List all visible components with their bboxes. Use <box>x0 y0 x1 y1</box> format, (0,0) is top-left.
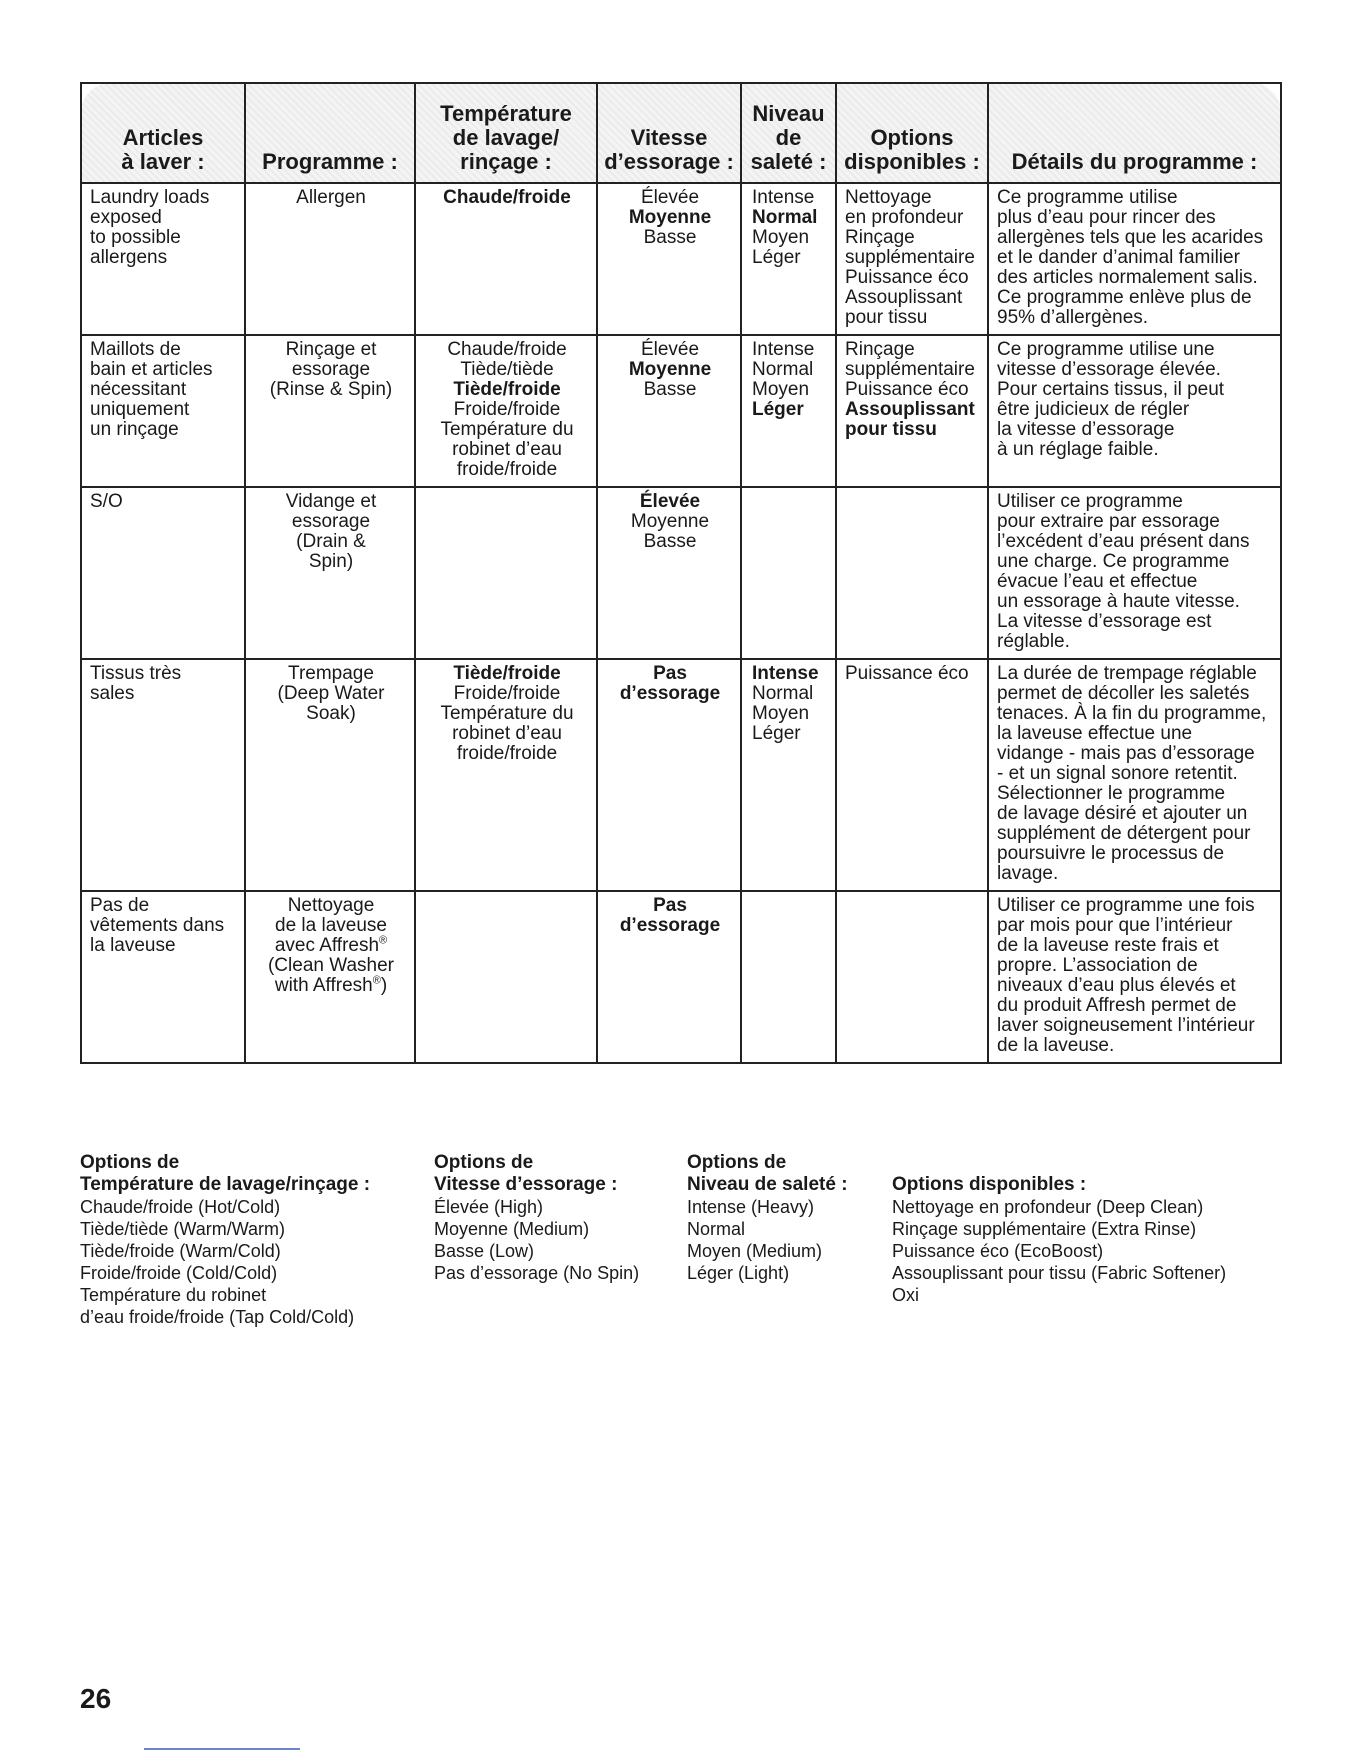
cell-temperature-line: Tiède/froide <box>453 663 561 684</box>
cell-articles-line: sales <box>90 683 135 704</box>
legend-vitesse-items <box>434 1196 639 1284</box>
legend-temperature <box>80 1152 370 1328</box>
cell-articles <box>81 487 245 659</box>
cell-temperature <box>415 659 597 891</box>
cell-articles-line: exposed <box>90 207 162 228</box>
cell-programme-line: essorage <box>291 511 371 532</box>
cell-programme <box>245 183 415 335</box>
cell-niveau-line: Normal <box>752 207 818 228</box>
cell-vitesse-line: Basse <box>643 379 697 400</box>
legend-niveau <box>687 1152 848 1284</box>
cell-options <box>836 487 988 659</box>
cell-details-line: supplément de détergent pour <box>997 823 1251 844</box>
table-row <box>81 335 1281 487</box>
cell-details-line: propre. L’association de <box>997 955 1198 976</box>
cell-programme <box>245 891 415 1063</box>
cell-details-line: Ce programme enlève plus de <box>997 287 1252 308</box>
cell-temperature-line: Froide/froide <box>453 399 561 420</box>
cell-details-line: La durée de trempage réglable <box>997 663 1257 684</box>
cell-programme-line: Rinçage et <box>285 339 377 360</box>
header-line: Options <box>870 125 954 150</box>
legend-options <box>892 1174 1226 1306</box>
cell-programme-line: Spin) <box>308 551 354 572</box>
cell-details <box>988 335 1281 487</box>
cell-details-line: de la laveuse reste frais et <box>997 935 1219 956</box>
cell-temperature <box>415 891 597 1063</box>
cell-programme <box>245 659 415 891</box>
legend-item: Moyenne (Medium) <box>434 1219 590 1239</box>
legend-heading-line: Température de lavage/rinçage : <box>80 1174 371 1195</box>
cell-vitesse <box>597 659 741 891</box>
legend-item: Léger (Light) <box>687 1263 790 1283</box>
footer-rule <box>144 1748 300 1750</box>
cell-options-line: Assouplissant <box>845 399 975 420</box>
cell-programme-line: avec Affresh® <box>274 934 388 956</box>
cell-vitesse-line: Moyenne <box>630 511 710 532</box>
cell-details-line: de la laveuse. <box>997 1035 1115 1056</box>
cell-temperature-line: robinet d’eau <box>452 439 562 460</box>
cell-articles-line: Maillots de <box>90 339 181 360</box>
cell-options-line: Puissance éco <box>845 379 969 400</box>
cell-articles-line: nécessitant <box>90 379 187 400</box>
cell-programme-line: (Clean Washer <box>267 955 394 976</box>
header-line: Articles <box>122 125 204 150</box>
cell-articles-line: uniquement <box>90 399 190 420</box>
cell-temperature-line: Chaude/froide <box>443 187 571 208</box>
cell-temperature-line: Tiède/froide <box>453 379 561 400</box>
table-header-row <box>81 83 1281 183</box>
cell-niveau-line: Moyen <box>752 227 810 248</box>
cell-details <box>988 183 1281 335</box>
legend-item: Puissance éco (EcoBoost) <box>892 1241 1104 1261</box>
cell-temperature-line: Tiède/tiède <box>460 359 554 380</box>
legend-options-items <box>892 1196 1226 1306</box>
cell-temperature-line: Température du <box>440 419 574 440</box>
cell-details-line: niveaux d’eau plus élevés et <box>997 975 1236 996</box>
cell-niveau <box>741 659 836 891</box>
header-vitesse <box>597 83 741 183</box>
cell-programme-line: Allergen <box>296 187 366 208</box>
cell-options-line: supplémentaire <box>845 247 975 268</box>
cell-vitesse-line: d’essorage <box>619 915 721 936</box>
cell-vitesse-line: Pas <box>653 663 687 684</box>
cell-temperature-line: Froide/froide <box>453 683 561 704</box>
cell-programme-line: Trempage <box>288 663 374 684</box>
cell-vitesse <box>597 487 741 659</box>
legend-item: Oxi <box>892 1285 919 1305</box>
cell-details-line: Sélectionner le programme <box>997 783 1226 804</box>
cell-niveau <box>741 335 836 487</box>
legend-vitesse-heading <box>434 1152 639 1196</box>
header-line: Température <box>440 101 572 126</box>
cell-details-line: vitesse d’essorage élevée. <box>997 359 1221 380</box>
cell-details-line: par mois pour que l’intérieur <box>997 915 1233 936</box>
cell-programme <box>245 487 415 659</box>
cell-articles-line: to possible <box>90 227 181 248</box>
legend-item: Chaude/froide (Hot/Cold) <box>80 1197 281 1217</box>
table-row <box>81 183 1281 335</box>
cell-details-line: allergènes tels que les acarides <box>997 227 1264 248</box>
cell-niveau-line: Moyen <box>752 703 810 724</box>
legend-heading-line: Options disponibles : <box>892 1174 1087 1195</box>
header-temperature <box>415 83 597 183</box>
header-articles <box>81 83 245 183</box>
legend-item: d’eau froide/froide (Tap Cold/Cold) <box>80 1307 355 1327</box>
cell-details-line: réglable. <box>997 631 1070 652</box>
cell-temperature <box>415 335 597 487</box>
cell-details-line: 95% d’allergènes. <box>997 307 1149 328</box>
cell-options <box>836 335 988 487</box>
cell-details-line: Utiliser ce programme <box>997 491 1183 512</box>
cell-details-line: Utiliser ce programme une fois <box>997 895 1255 916</box>
header-line: à laver : <box>121 149 205 174</box>
cell-details <box>988 659 1281 891</box>
cell-details-line: permet de décoller les saletés <box>997 683 1250 704</box>
legend-heading-line: Vitesse d’essorage : <box>434 1174 618 1195</box>
cell-details-line: vidange - mais pas d’essorage <box>997 743 1255 764</box>
cell-options-line: Puissance éco <box>845 663 969 684</box>
cell-programme-line: Nettoyage <box>287 895 375 916</box>
header-niveau <box>741 83 836 183</box>
cell-details-line: - et un signal sonore retentit. <box>997 763 1238 784</box>
legend-heading-line: Options de <box>80 1152 180 1173</box>
cell-details-line: évacue l’eau et effectue <box>997 571 1198 592</box>
legend-item: Moyen (Medium) <box>687 1241 823 1261</box>
header-line: d’essorage : <box>604 149 734 174</box>
cell-programme-line: essorage <box>291 359 371 380</box>
cell-details-line: plus d’eau pour rincer des <box>997 207 1216 228</box>
cell-articles-line: allergens <box>90 247 168 268</box>
table-body <box>81 183 1281 1063</box>
cell-details <box>988 487 1281 659</box>
cell-articles-line: Pas de <box>90 895 150 916</box>
cell-vitesse-line: Moyenne <box>628 359 712 380</box>
cell-vitesse-line: Moyenne <box>628 207 712 228</box>
header-line: disponibles : <box>844 149 980 174</box>
cell-vitesse-line: Pas <box>653 895 687 916</box>
cell-articles-line: vêtements dans <box>90 915 225 936</box>
cell-niveau-line: Léger <box>752 247 801 268</box>
legend-vitesse <box>434 1152 639 1284</box>
legend-heading-line: Niveau de saleté : <box>687 1174 848 1195</box>
cell-niveau-line: Léger <box>752 399 804 420</box>
legend-item: Rinçage supplémentaire (Extra Rinse) <box>892 1219 1197 1239</box>
cell-vitesse <box>597 335 741 487</box>
legend-niveau-items <box>687 1196 848 1284</box>
legend-temperature-items <box>80 1196 370 1328</box>
table-row <box>81 891 1281 1063</box>
cell-articles-line: la laveuse <box>90 935 176 956</box>
cell-articles <box>81 335 245 487</box>
cell-temperature <box>415 487 597 659</box>
cell-details-line: poursuivre le processus de <box>997 843 1225 864</box>
cell-vitesse <box>597 891 741 1063</box>
cell-articles <box>81 659 245 891</box>
cell-options-line: pour tissu <box>845 419 937 440</box>
cell-temperature-line: froide/froide <box>456 743 558 764</box>
cell-details-line: à un réglage faible. <box>997 439 1159 460</box>
cell-niveau-line: Normal <box>752 359 814 380</box>
cell-temperature-line: robinet d’eau <box>452 723 562 744</box>
cell-articles-line: S/O <box>90 491 123 512</box>
header-line: Niveau <box>752 101 825 126</box>
cell-vitesse-line: d’essorage <box>619 683 721 704</box>
cell-options-line: pour tissu <box>845 307 928 328</box>
cell-vitesse <box>597 183 741 335</box>
legend-item: Tiède/froide (Warm/Cold) <box>80 1241 281 1261</box>
legend-options-heading <box>892 1174 1226 1196</box>
header-line: saleté : <box>750 149 827 174</box>
cell-niveau <box>741 487 836 659</box>
cell-temperature-line: Température du <box>440 703 574 724</box>
legend-heading-line: Options de <box>434 1152 534 1173</box>
cell-niveau-line: Intense <box>752 663 819 684</box>
legend-item: Normal <box>687 1219 746 1239</box>
cell-details-line: la vitesse d’essorage <box>997 419 1175 440</box>
cell-vitesse-line: Élevée <box>640 339 700 360</box>
cell-articles-line: un rinçage <box>90 419 179 440</box>
cell-programme-line: (Rinse & Spin) <box>269 379 393 400</box>
header-line: de <box>775 125 802 150</box>
cell-programme <box>245 335 415 487</box>
cell-options-line: en profondeur <box>845 207 964 228</box>
cell-vitesse-line: Élevée <box>639 491 701 512</box>
cell-options <box>836 183 988 335</box>
page-number: 26 <box>80 1683 112 1714</box>
cell-options-line: Puissance éco <box>845 267 969 288</box>
cell-options <box>836 891 988 1063</box>
cell-options-line: Nettoyage <box>845 187 932 208</box>
cell-options-line: Rinçage <box>845 227 915 248</box>
cell-niveau-line: Moyen <box>752 379 810 400</box>
cell-options-line: Rinçage <box>845 339 915 360</box>
cell-programme-line: (Deep Water <box>277 683 385 704</box>
cell-details-line: l’excédent d’eau présent dans <box>997 531 1250 552</box>
table-row <box>81 659 1281 891</box>
cell-articles-line: bain et articles <box>90 359 213 380</box>
cell-details-line: pour extraire par essorage <box>997 511 1220 532</box>
header-line: Vitesse <box>630 125 708 150</box>
legend-temperature-heading <box>80 1152 370 1196</box>
cell-details-line: de lavage désiré et ajouter un <box>997 803 1248 824</box>
cell-niveau <box>741 183 836 335</box>
cell-niveau <box>741 891 836 1063</box>
header-line: rinçage : <box>460 149 552 174</box>
program-table <box>80 82 1282 1064</box>
cell-options <box>836 659 988 891</box>
header-line: Programme : <box>262 149 398 174</box>
cell-options-line: Assouplissant <box>845 287 963 308</box>
cell-niveau-line: Normal <box>752 683 814 704</box>
cell-programme-line: Vidange et <box>285 491 377 512</box>
cell-options-line: supplémentaire <box>845 359 975 380</box>
cell-programme-line: with Affresh®) <box>274 974 388 996</box>
cell-temperature <box>415 183 597 335</box>
cell-niveau-line: Intense <box>752 339 815 360</box>
cell-temperature-line: Chaude/froide <box>447 339 567 360</box>
cell-details-line: laver soigneusement l’intérieur <box>997 1015 1255 1036</box>
legend-item: Assouplissant pour tissu (Fabric Softener) <box>892 1263 1227 1283</box>
legend-item: Intense (Heavy) <box>687 1197 815 1217</box>
cell-vitesse-line: Basse <box>643 227 697 248</box>
header-programme <box>245 83 415 183</box>
cell-details-line: la laveuse effectue une <box>997 723 1193 744</box>
legend-niveau-heading <box>687 1152 848 1196</box>
cell-programme-line: de la laveuse <box>275 915 387 936</box>
cell-articles-line: Laundry loads <box>90 187 210 208</box>
cell-details-line: une charge. Ce programme <box>997 551 1230 572</box>
legend-item: Tiède/tiède (Warm/Warm) <box>80 1219 286 1239</box>
header-line: de lavage/ <box>452 125 560 150</box>
cell-temperature-line: froide/froide <box>456 459 558 480</box>
legend-item: Basse (Low) <box>434 1241 535 1261</box>
cell-details <box>988 891 1281 1063</box>
legend-item: Nettoyage en profondeur (Deep Clean) <box>892 1197 1204 1217</box>
header-options <box>836 83 988 183</box>
cell-details-line: des articles normalement salis. <box>997 267 1258 288</box>
legend-item: Élevée (High) <box>434 1197 544 1217</box>
cell-details-line: Pour certains tissus, il peut <box>997 379 1225 400</box>
cell-niveau-line: Intense <box>752 187 815 208</box>
cell-vitesse-line: Élevée <box>640 187 700 208</box>
cell-details-line: Ce programme utilise <box>997 187 1178 208</box>
table-row <box>81 487 1281 659</box>
cell-programme-line: Soak) <box>306 703 356 724</box>
cell-details-line: lavage. <box>997 863 1059 884</box>
cell-details-line: du produit Affresh permet de <box>997 995 1237 1016</box>
header-line: Détails du programme : <box>1011 149 1258 174</box>
cell-details-line: et le dander d’animal familier <box>997 247 1240 268</box>
cell-details-line: être judicieux de régler <box>997 399 1190 420</box>
cell-details-line: tenaces. À la fin du programme, <box>997 703 1267 724</box>
legend-heading-line: Options de <box>687 1152 787 1173</box>
cell-details-line: Ce programme utilise une <box>997 339 1215 360</box>
cell-articles <box>81 891 245 1063</box>
header-details <box>988 83 1281 183</box>
legend-item: Froide/froide (Cold/Cold) <box>80 1263 278 1283</box>
legend-item: Pas d’essorage (No Spin) <box>434 1263 640 1283</box>
cell-details-line: La vitesse d’essorage est <box>997 611 1212 632</box>
cell-articles <box>81 183 245 335</box>
cell-articles-line: Tissus très <box>90 663 182 684</box>
cell-details-line: un essorage à haute vitesse. <box>997 591 1240 612</box>
cell-vitesse-line: Basse <box>643 531 697 552</box>
legend-item: Température du robinet <box>80 1285 267 1305</box>
cell-programme-line: (Drain & <box>296 531 366 552</box>
cell-niveau-line: Léger <box>752 723 801 744</box>
